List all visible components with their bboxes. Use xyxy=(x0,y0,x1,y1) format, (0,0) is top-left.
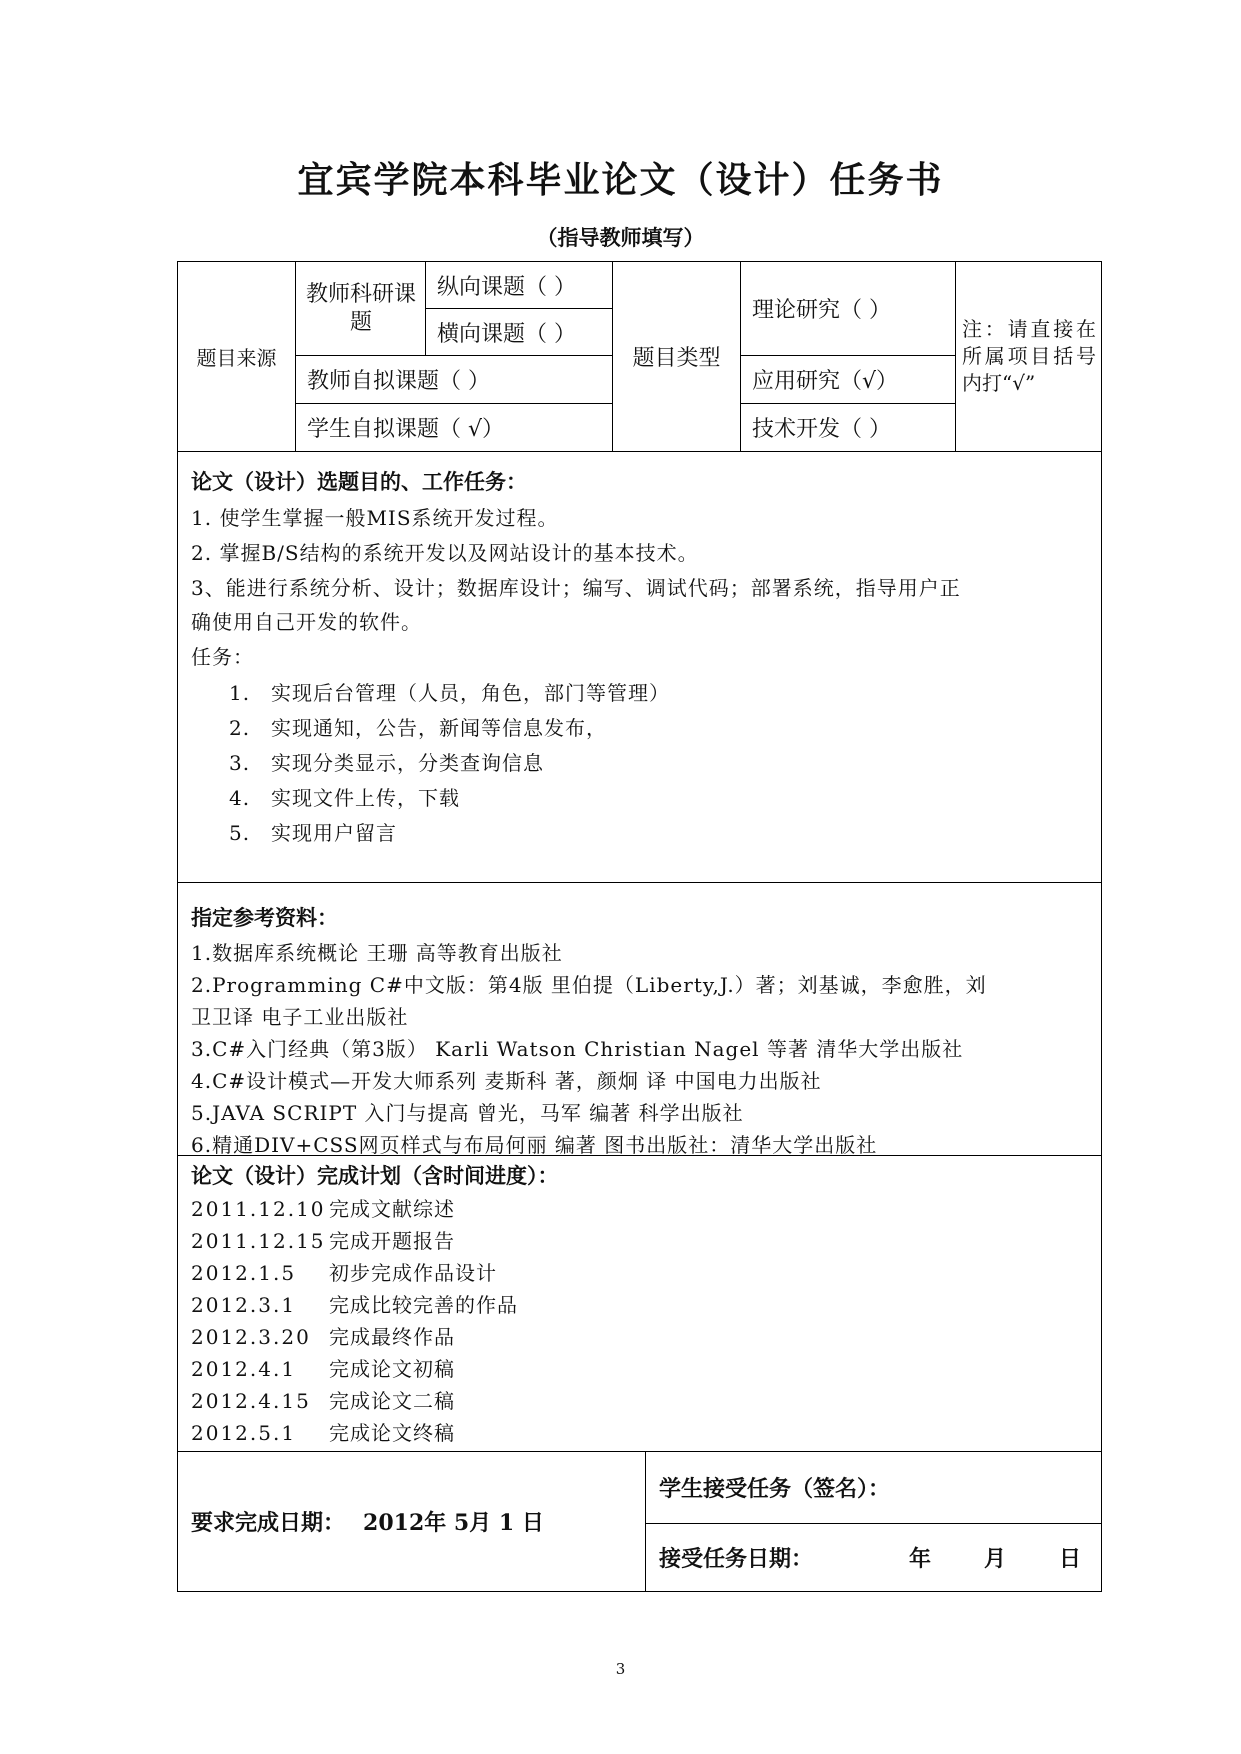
student-signature-label: 学生接受任务（签名）： xyxy=(659,1476,891,1502)
reference-item: 1.数据库系统概论 王珊 高等教育出版社 xyxy=(191,941,563,965)
reference-item: 5.JAVA SCRIPT 入门与提高 曾光，马军 编著 科学出版社 xyxy=(191,1101,744,1125)
student-self-topic: 学生自拟课题（ √） xyxy=(307,417,505,442)
purpose-item: 2. 掌握B/S结构的系统开发以及网站设计的基本技术。 xyxy=(191,541,699,565)
vertical-topic: 纵向课题（ ） xyxy=(437,274,576,300)
purpose-item: 确使用自己开发的软件。 xyxy=(191,610,422,634)
plan-item: 2012.3.1 完成比较完善的作品 xyxy=(191,1293,518,1317)
page-subtitle: （指导教师填写） xyxy=(536,225,705,250)
reference-item: 卫卫译 电子工业出版社 xyxy=(191,1005,409,1029)
plan-item: 2011.12.10 完成文献综述 xyxy=(191,1197,455,1221)
plan-item: 2012.5.1 完成论文终稿 xyxy=(191,1421,455,1445)
plan-item: 2012.3.20 完成最终作品 xyxy=(191,1325,455,1349)
task-item: 5. 实现用户留言 xyxy=(229,821,397,845)
page-title: 宜宾学院本科毕业论文（设计）任务书 xyxy=(297,159,944,201)
applied-research: 应用研究（√） xyxy=(752,369,899,394)
plan-item: 2012.4.15 完成论文二稿 xyxy=(191,1389,455,1413)
accept-date-label: 接受任务日期： xyxy=(659,1546,814,1572)
purpose-item: 1. 使学生掌握一般MIS系统开发过程。 xyxy=(191,506,559,530)
due-date xyxy=(191,1451,641,1592)
reference-item: 6.精通DIV+CSS网页样式与布局何丽 编著 图书出版社：清华大学出版社 xyxy=(191,1133,878,1157)
task-item: 4. 实现文件上传，下载 xyxy=(229,786,460,810)
type-label: 题目类型 xyxy=(632,346,721,371)
plan-item: 2012.4.1 完成论文初稿 xyxy=(191,1357,455,1381)
reference-item: 2.Programming C#中文版：第4版 里伯提（Liberty,J.）著；刘基诚，李愈胜，刘 xyxy=(191,973,987,997)
theory-research: 理论研究（ ） xyxy=(752,298,891,323)
reference-item: 3.C#入门经典（第3版） Karli Watson Christian Nagel 等著 清华大学出版社 xyxy=(191,1037,964,1061)
plan-item: 2011.12.15 完成开题报告 xyxy=(191,1229,455,1253)
purpose-heading: 论文（设计）选题目的、工作任务： xyxy=(191,469,527,494)
tech-development: 技术开发（ ） xyxy=(752,417,891,442)
source-label: 题目来源 xyxy=(196,346,277,370)
due-date-value: 2012年 5月 1 日 xyxy=(363,1510,544,1536)
task-item: 3. 实现分类显示，分类查询信息 xyxy=(229,751,544,775)
accept-year: 年 xyxy=(909,1546,932,1572)
page-number: 3 xyxy=(615,1660,626,1678)
plan-heading: 论文（设计）完成计划（含时间进度）： xyxy=(191,1163,559,1188)
teacher-self-topic: 教师自拟课题（ ） xyxy=(307,369,490,394)
due-date-label: 要求完成日期： xyxy=(191,1510,346,1536)
accept-date xyxy=(659,1523,1099,1592)
teacher-research-label: 教师科研课题 xyxy=(305,281,416,335)
task-item: 1. 实现后台管理（人员，角色，部门等管理） xyxy=(229,681,670,705)
accept-day: 日 xyxy=(1059,1546,1082,1572)
check-note: 注：请直接在所属项目括号内打“√” xyxy=(962,317,1096,395)
task-item: 2. 实现通知，公告，新闻等信息发布， xyxy=(229,716,607,740)
plan-item: 2012.1.5 初步完成作品设计 xyxy=(191,1261,497,1285)
reference-item: 4.C#设计模式—开发大师系列 麦斯科 著，颜炯 译 中国电力出版社 xyxy=(191,1069,822,1093)
references-heading: 指定参考资料： xyxy=(191,905,338,930)
accept-month: 月 xyxy=(984,1546,1007,1572)
tasks-label: 任务： xyxy=(191,645,254,669)
purpose-item: 3、能进行系统分析、设计；数据库设计；编写、调试代码；部署系统，指导用户正 xyxy=(191,576,961,600)
horizontal-topic: 横向课题（ ） xyxy=(437,321,576,347)
